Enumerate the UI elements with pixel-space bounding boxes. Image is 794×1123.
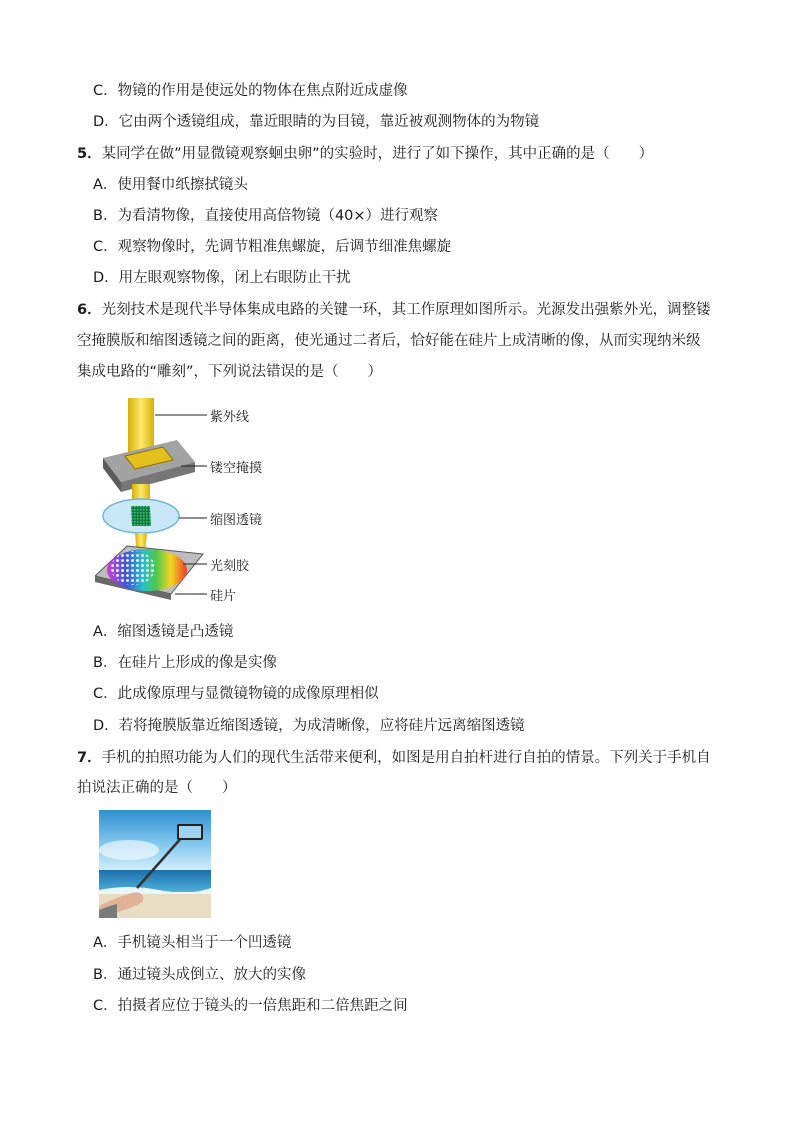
wafer-chip-dots — [111, 551, 155, 585]
question-text: 某同学在做”用显微镜观察蛔虫卵”的实验时，进行了如下操作，其中正确的是（ ） — [101, 146, 654, 162]
label-wafer: 硅片 — [210, 589, 237, 604]
question-number: 5． — [77, 146, 102, 162]
question-5-option-a: A．使用餐巾纸擦拭镜头 — [93, 177, 248, 193]
question-7-line-1 — [77, 748, 711, 768]
question-6-option-d: D．若将掩膜版靠近缩图透镜，为成清晰像，应将硅片远离缩图透镜 — [93, 718, 525, 734]
label-mask: 镂空掩摸 — [210, 461, 263, 476]
cloud — [99, 840, 159, 860]
question-5-option-b: B．为看清物像，直接使用高倍物镜（40×）进行观察 — [93, 208, 439, 224]
selfie-photo — [99, 810, 211, 918]
lithography-diagram — [95, 398, 295, 610]
question-5 — [77, 144, 653, 164]
lens-pattern — [131, 506, 151, 526]
label-lens: 缩图透镜 — [210, 513, 263, 528]
question-6-option-a: A．缩图透镜是凸透镜 — [93, 624, 234, 640]
lithography-figure — [95, 398, 295, 610]
question-7-option-b: B．通过镜头成倒立、放大的实像 — [93, 967, 306, 983]
question-text: 手机的拍照功能为人们的现代生活带来便利，如图是用自拍杆进行自拍的情景。下列关于手机自 — [101, 750, 711, 766]
question-6-line-3: 集成电路的“雕刻”，下列说法错误的是（ ） — [77, 364, 383, 380]
question-text: 光刻技术是现代半导体集成电路的关键一环，其工作原理如图所示。光源发出强紫外光，调整镂 — [101, 302, 711, 318]
question-6-option-c: C．此成像原理与显微镜物镜的成像原理相似 — [93, 686, 379, 702]
label-photoresist: 光刻胶 — [210, 559, 250, 574]
phone-screen — [179, 826, 201, 838]
option-c-previous: C．物镜的作用是使远处的物体在焦点附近成虚像 — [93, 83, 408, 99]
question-6-option-b: B．在硅片上形成的像是实像 — [93, 655, 277, 671]
question-7-line-2: 拍说法正确的是（ ） — [77, 780, 237, 796]
sky — [99, 810, 211, 872]
question-7-option-a: A．手机镜头相当于一个凹透镜 — [93, 935, 292, 951]
question-5-option-c: C．观察物像时，先调节粗准焦螺旋，后调节细准焦螺旋 — [93, 239, 452, 255]
selfie-illustration — [99, 810, 211, 918]
question-7-option-c: C．拍摄者应位于镜头的一倍焦距和二倍焦距之间 — [93, 998, 408, 1014]
question-6-line-1 — [77, 300, 711, 320]
question-6-line-2: 空掩膜版和缩图透镜之间的距离，使光通过二者后，恰好能在硅片上成清晰的像，从而实现纳米级 — [77, 333, 701, 349]
label-uv: 紫外线 — [210, 410, 250, 425]
option-d-previous: D．它由两个透镜组成，靠近眼睛的为目镜，靠近被观测物体的为物镜 — [93, 114, 540, 130]
question-5-option-d: D．用左眼观察物像，闭上右眼防止干扰 — [93, 270, 351, 286]
question-number: 7． — [77, 750, 102, 766]
question-number: 6． — [77, 302, 102, 318]
